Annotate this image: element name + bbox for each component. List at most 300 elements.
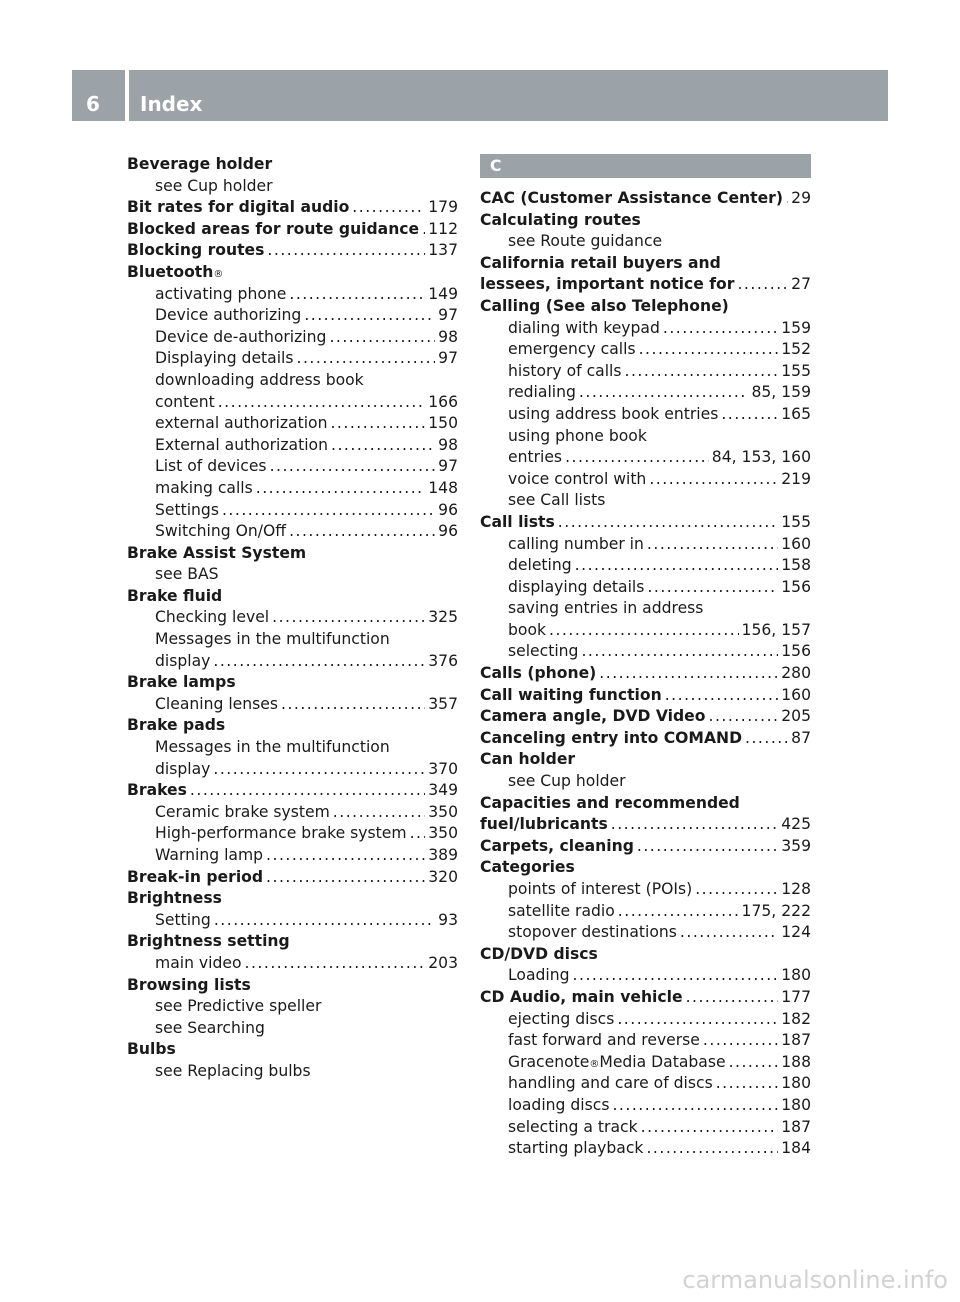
entry-text: selecting <box>508 642 579 661</box>
entry-text: Blocked areas for route guidance <box>127 219 420 238</box>
index-subentry <box>480 404 811 426</box>
page-ref: 350 <box>428 824 458 843</box>
index-entry <box>480 836 811 858</box>
index-subentry <box>480 1117 811 1139</box>
entry-text: Call lists <box>480 512 555 531</box>
leader-dots <box>599 663 778 685</box>
index-entry <box>127 715 458 737</box>
leader-dots <box>618 901 739 923</box>
leader-dots <box>695 879 778 901</box>
leader-dots <box>422 219 425 241</box>
page-ref: 180 <box>781 966 811 985</box>
index-subentry <box>480 598 811 620</box>
entry-text: Device de-authorizing <box>155 327 327 346</box>
entry-text: CD/DVD discs <box>480 944 598 963</box>
page-ref: 150 <box>428 414 458 433</box>
index-entry <box>127 975 458 997</box>
index-entries-c <box>480 188 811 1160</box>
index-subentry <box>480 922 811 944</box>
leader-dots <box>245 953 426 975</box>
leader-dots <box>573 965 779 987</box>
index-subentry <box>127 651 458 673</box>
entry-text: Call waiting function <box>480 685 662 704</box>
entry-text: displaying details <box>508 577 645 596</box>
index-entry: Bluetooth ® <box>127 262 458 284</box>
entry-text: emergency calls <box>508 340 636 359</box>
leader-dots <box>266 845 425 867</box>
page-ref: 205 <box>781 707 811 726</box>
leader-dots <box>549 620 739 642</box>
index-entry <box>127 586 458 608</box>
index-subentry <box>480 965 811 987</box>
page-ref: 376 <box>428 651 458 670</box>
leader-dots <box>665 685 779 707</box>
leader-dots <box>680 922 778 944</box>
entry-text: Calculating routes <box>480 210 641 229</box>
leader-dots <box>637 836 778 858</box>
leader-dots <box>625 361 779 383</box>
page-ref: 98 <box>438 327 458 346</box>
leader-dots <box>256 478 425 500</box>
index-subentry <box>127 284 458 306</box>
index-entry <box>480 749 811 771</box>
leader-dots <box>646 1138 778 1160</box>
index-entry <box>480 685 811 707</box>
page-ref: 97 <box>438 349 458 368</box>
index-entry <box>127 240 458 262</box>
page-ref: 180 <box>781 1074 811 1093</box>
leader-dots <box>222 500 435 522</box>
index-subentry <box>127 370 458 392</box>
index-entry <box>480 987 811 1009</box>
page-ref: 166 <box>428 392 458 411</box>
index-entry <box>480 944 811 966</box>
entry-text: Brightness <box>127 889 222 908</box>
letter-heading-c: C <box>480 154 811 178</box>
page-ref: 175, 222 <box>741 901 811 920</box>
index-subentry <box>127 996 458 1018</box>
index-subentry <box>127 348 458 370</box>
entry-text: selecting a track <box>508 1117 638 1136</box>
page-ref: 156 <box>781 642 811 661</box>
entry-text: voice control with <box>508 469 647 488</box>
page-ref: 85, 159 <box>751 383 811 402</box>
entry-text: Browsing lists <box>127 975 251 994</box>
entry-text: Calls (phone) <box>480 664 597 683</box>
entry-text: deleting <box>508 556 572 575</box>
leader-dots <box>297 348 436 370</box>
watermark: carmanualsonline.info <box>682 1266 948 1294</box>
page-ref: 203 <box>428 953 458 972</box>
leader-dots <box>703 1030 778 1052</box>
entry-text: see Route guidance <box>508 232 663 251</box>
leader-dots <box>213 651 425 673</box>
entry-text: Loading <box>508 966 570 985</box>
leader-dots <box>214 910 435 932</box>
page-ref: 155 <box>781 361 811 380</box>
leader-dots <box>565 447 709 469</box>
leader-dots <box>352 197 425 219</box>
index-subentry <box>480 901 811 923</box>
leader-dots <box>410 823 426 845</box>
index-subentry <box>480 426 811 448</box>
entry-text: redialing <box>508 383 576 402</box>
page-ref: 425 <box>781 815 811 834</box>
index-entry <box>480 857 811 879</box>
index-subentry <box>127 500 458 522</box>
index-subentry <box>127 478 458 500</box>
page-ref: 160 <box>781 534 811 553</box>
entry-text: calling number in <box>508 534 644 553</box>
index-entry <box>127 672 458 694</box>
entry-text: using phone book <box>508 426 647 445</box>
leader-dots <box>745 728 788 750</box>
page-ref: 187 <box>781 1117 811 1136</box>
page-ref: 165 <box>781 404 811 423</box>
index-subentry <box>127 737 458 759</box>
page-ref: 93 <box>438 910 458 929</box>
entry-text: Blocking routes <box>127 241 265 260</box>
entry-text: Break-in period <box>127 867 264 886</box>
leader-dots <box>663 318 778 340</box>
entry-text: see Predictive speller <box>155 997 322 1016</box>
page-ref: 357 <box>428 694 458 713</box>
page-ref: 97 <box>438 306 458 325</box>
index-subentry <box>480 534 811 556</box>
page-ref: 370 <box>428 759 458 778</box>
header-divider <box>125 70 129 121</box>
entry-text: fast forward and reverse <box>508 1031 700 1050</box>
entry-text: California retail buyers and <box>480 253 721 272</box>
entry-text: Settings <box>155 500 219 519</box>
index-entry <box>480 663 811 685</box>
entry-text: Categories <box>480 858 575 877</box>
index-entry <box>480 793 811 815</box>
page-ref: 155 <box>781 512 811 531</box>
index-subentry <box>480 1009 811 1031</box>
entry-text: Ceramic brake system <box>155 802 330 821</box>
entry-text: fuel/lubricants <box>480 815 608 834</box>
page-ref: 96 <box>438 522 458 541</box>
index-subentry <box>127 392 458 414</box>
leader-dots <box>266 867 425 889</box>
index-entry <box>127 867 458 889</box>
leader-dots <box>575 555 779 577</box>
leader-dots <box>639 339 779 361</box>
entry-text: downloading address book <box>155 370 364 389</box>
entry-text: making calls <box>155 478 253 497</box>
entry-text: CAC (Customer Assistance Center) <box>480 189 784 207</box>
page-ref: 320 <box>428 867 458 886</box>
leader-dots <box>218 392 426 414</box>
leader-dots <box>649 469 778 491</box>
entry-text: see BAS <box>155 565 219 584</box>
page-ref: 349 <box>428 781 458 800</box>
entry-text: Carpets, cleaning <box>480 836 634 855</box>
index-subentry <box>127 327 458 349</box>
section-title: Index <box>140 92 203 116</box>
page-ref: 152 <box>781 340 811 359</box>
index-subentry <box>127 607 458 629</box>
leader-dots <box>304 305 435 327</box>
page-ref: 137 <box>428 241 458 260</box>
leader-dots <box>721 404 778 426</box>
index-subentry <box>480 318 811 340</box>
index-subentry <box>480 361 811 383</box>
page-ref: 184 <box>781 1139 811 1158</box>
entry-text: Brake lamps <box>127 673 236 692</box>
index-subentry <box>127 305 458 327</box>
leader-dots <box>647 577 778 599</box>
page-ref: 149 <box>428 284 458 303</box>
index-subentry <box>480 879 811 901</box>
leader-dots <box>329 327 435 349</box>
index-subentry <box>480 447 811 469</box>
index-subentry <box>127 910 458 932</box>
page-ref: 124 <box>781 923 811 942</box>
entry-text: Switching On/Off <box>155 522 287 541</box>
entry-text: Messages in the multifunction <box>155 630 390 649</box>
leader-dots <box>612 1095 778 1117</box>
entry-text: External authorization <box>155 435 328 454</box>
leader-dots <box>579 382 749 404</box>
index-subentry <box>127 953 458 975</box>
index-entry <box>480 706 811 728</box>
leader-dots <box>281 694 425 716</box>
index-subentry <box>480 620 811 642</box>
page-ref: 389 <box>428 846 458 864</box>
page-ref: 156 <box>781 577 811 596</box>
page-ref: 84, 153, 160 <box>711 448 811 467</box>
index-subentry <box>480 555 811 577</box>
entry-text: Warning lamp <box>155 846 264 864</box>
leader-dots <box>729 1052 779 1074</box>
leader-dots <box>331 435 435 457</box>
entry-text: history of calls <box>508 361 622 380</box>
entry-text: High-performance brake system <box>155 824 407 843</box>
leader-dots <box>716 1073 779 1095</box>
entry-text: see Call lists <box>508 491 606 510</box>
index-column-right <box>480 154 811 1160</box>
index-entry <box>480 814 811 836</box>
page-ref: 156, 157 <box>741 620 811 639</box>
page-ref: 29 <box>791 189 811 207</box>
index-subentry <box>480 469 811 491</box>
page-ref: 27 <box>791 275 811 294</box>
page-ref: 112 <box>428 219 458 238</box>
entry-text: display <box>155 651 211 670</box>
page-ref: 325 <box>428 608 458 627</box>
entry-text: using address book entries <box>508 404 719 423</box>
index-subentry <box>127 456 458 478</box>
entry-text: Beverage holder <box>127 155 273 173</box>
entry-text: Brakes <box>127 781 187 800</box>
page-ref: 359 <box>781 836 811 855</box>
page-ref: 98 <box>438 435 458 454</box>
page-ref: 177 <box>781 987 811 1006</box>
page-ref: 148 <box>428 478 458 497</box>
page-ref: 96 <box>438 500 458 519</box>
index-subentry <box>480 771 811 793</box>
index-entry <box>480 188 811 210</box>
index-subentry <box>480 231 811 253</box>
leader-dots <box>611 814 778 836</box>
entry-text: stopover destinations <box>508 923 677 942</box>
index-entry <box>480 274 811 296</box>
page-ref: 128 <box>781 880 811 898</box>
index-entry <box>127 931 458 953</box>
index-subentry <box>127 176 458 198</box>
entry-text: book <box>508 620 547 639</box>
leader-dots <box>267 240 425 262</box>
index-subentry: Gracenote ® Media Database ..... 188 <box>480 1052 811 1074</box>
index-entry <box>127 780 458 802</box>
entry-text: Device authorizing <box>155 306 302 325</box>
index-subentry <box>127 694 458 716</box>
index-entry <box>127 1039 458 1061</box>
entry-text: ejecting discs <box>508 1009 615 1028</box>
leader-dots <box>330 413 425 435</box>
entry-text: Brake fluid <box>127 586 223 605</box>
index-subentry <box>480 641 811 663</box>
index-subentry <box>480 490 811 512</box>
entry-text: dialing with keypad <box>508 318 660 337</box>
entry-text: Camera angle, DVD Video <box>480 707 706 726</box>
index-entry <box>127 543 458 565</box>
index-subentry <box>127 802 458 824</box>
page-ref: 180 <box>781 1095 811 1114</box>
leader-dots <box>647 534 778 556</box>
index-subentry <box>480 1073 811 1095</box>
entry-text: see Cup holder <box>508 772 626 791</box>
index-subentry <box>127 823 458 845</box>
entry-text: Displaying details <box>155 349 294 368</box>
entry-text: points of interest (POIs) <box>508 880 693 898</box>
entry-text: Can holder <box>480 750 576 769</box>
entry-text: Gracenote <box>508 1052 590 1071</box>
entry-text: CD Audio, main vehicle <box>480 987 683 1006</box>
index-subentry <box>480 1138 811 1160</box>
index-entry <box>127 154 458 176</box>
index-subentry <box>127 845 458 867</box>
leader-dots <box>617 1009 778 1031</box>
page-ref: 97 <box>438 457 458 476</box>
leader-dots <box>213 759 425 781</box>
index-entry <box>127 219 458 241</box>
leader-dots <box>708 706 778 728</box>
index-entry <box>127 888 458 910</box>
entry-text: loading discs <box>508 1095 610 1114</box>
index-subentry <box>480 1095 811 1117</box>
index-subentry <box>480 382 811 404</box>
entry-text: Bulbs <box>127 1040 176 1059</box>
leader-dots <box>737 274 788 296</box>
entry-text-cont: Media Database <box>599 1052 726 1071</box>
leader-dots <box>289 284 425 306</box>
leader-dots <box>686 987 779 1009</box>
page-ref: 280 <box>781 664 811 683</box>
index-entry <box>480 296 811 318</box>
entry-text: Calling (See also Telephone) <box>480 296 729 315</box>
leader-dots <box>581 641 778 663</box>
entry-text: saving entries in address <box>508 599 704 618</box>
entry-text: Bit rates for digital audio <box>127 198 350 217</box>
page-number: 6 <box>86 92 100 116</box>
index-subentry <box>127 413 458 435</box>
entry-text: Canceling entry into COMAND <box>480 728 743 747</box>
index-entry <box>480 728 811 750</box>
leader-dots <box>641 1117 779 1139</box>
entry-text: Bluetooth <box>127 262 214 281</box>
entry-text: content <box>155 392 215 411</box>
page-ref: 182 <box>781 1009 811 1028</box>
leader-dots <box>272 607 425 629</box>
index-subentry <box>127 629 458 651</box>
entry-text: List of devices <box>155 457 267 476</box>
index-column-left <box>127 154 458 1083</box>
page-ref: 159 <box>781 318 811 337</box>
entry-text: Cleaning lenses <box>155 694 278 713</box>
entry-text: lessees, important notice for <box>480 275 735 294</box>
leader-dots <box>289 521 435 543</box>
index-subentry <box>127 1018 458 1040</box>
index-entry <box>480 210 811 232</box>
leader-dots <box>333 802 425 824</box>
index-entry <box>480 512 811 534</box>
index-subentry <box>480 577 811 599</box>
leader-dots <box>190 780 425 802</box>
entry-text: Checking level <box>155 608 270 627</box>
leader-dots <box>786 188 788 210</box>
leader-dots <box>270 456 436 478</box>
entry-text: external authorization <box>155 414 328 433</box>
page-ref: 179 <box>428 198 458 217</box>
entry-text: see Replacing bulbs <box>155 1061 311 1080</box>
entry-text: starting playback <box>508 1139 644 1158</box>
leader-dots <box>558 512 778 534</box>
entry-text: main video <box>155 953 242 972</box>
entry-text: Brightness setting <box>127 932 290 951</box>
entry-text: activating phone <box>155 284 287 303</box>
page-ref: 187 <box>781 1031 811 1050</box>
page-ref: 350 <box>428 802 458 821</box>
entry-text: Messages in the multifunction <box>155 738 390 757</box>
index-entry <box>127 197 458 219</box>
index-subentry <box>480 1030 811 1052</box>
index-subentry <box>127 1061 458 1083</box>
page-ref: 158 <box>781 556 811 575</box>
page-ref: 219 <box>781 469 811 488</box>
index-subentry <box>127 564 458 586</box>
page-ref: 160 <box>781 685 811 704</box>
entry-text: see Searching <box>155 1018 265 1037</box>
index-entry <box>480 253 811 275</box>
index-subentry <box>127 521 458 543</box>
entry-text: Brake pads <box>127 716 226 735</box>
entry-text: handling and care of discs <box>508 1074 713 1093</box>
page-ref: 87 <box>791 728 811 747</box>
entry-text: satellite radio <box>508 901 615 920</box>
entry-text: Setting <box>155 910 211 929</box>
entry-text: display <box>155 759 211 778</box>
index-subentry <box>127 435 458 457</box>
entry-text: entries <box>508 448 563 467</box>
index-subentry <box>127 759 458 781</box>
entry-text: see Cup holder <box>155 176 273 195</box>
entry-text: Capacities and recommended <box>480 793 740 812</box>
entry-text: Brake Assist System <box>127 543 307 562</box>
page-ref: 188 <box>781 1052 811 1071</box>
